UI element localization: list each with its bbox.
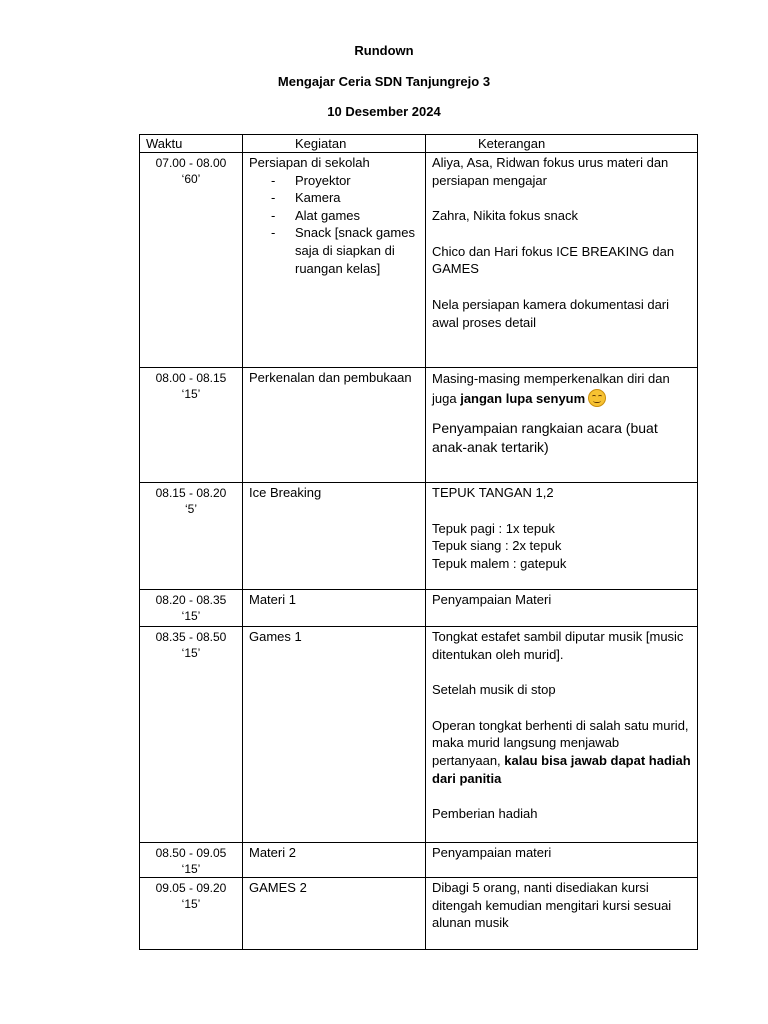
table-header-row xyxy=(140,135,698,153)
time-range: 08.00 - 08.15 xyxy=(155,371,227,385)
note-cell xyxy=(426,627,698,843)
activity-cell xyxy=(243,153,426,368)
time-cell xyxy=(140,368,243,483)
note-paragraph: Penyampaian rangkaian acara (buat anak-anak tertarik) xyxy=(432,420,658,455)
time-range: 07.00 - 08.00 xyxy=(155,156,227,170)
duration: ‘15’ xyxy=(181,609,201,623)
activity-title: Materi 1 xyxy=(249,592,296,607)
note-paragraph xyxy=(432,369,691,409)
note-paragraph: Setelah musik di stop xyxy=(432,682,556,698)
duration: ‘60’ xyxy=(181,172,201,186)
note-emphasis: jangan lupa senyum xyxy=(460,391,586,406)
time-range: 09.05 - 09.20 xyxy=(155,881,227,895)
time-range: 08.15 - 08.20 xyxy=(155,486,227,500)
table-row xyxy=(140,878,698,950)
duration: ‘15’ xyxy=(181,387,201,401)
column-header-kegiatan: Kegiatan xyxy=(243,135,426,153)
note-paragraph: Zahra, Nikita fokus snack xyxy=(432,208,578,224)
note-line: Tepuk malem : gatepuk xyxy=(432,555,567,571)
table-row xyxy=(140,153,698,368)
note-line: Tepuk siang : 2x tepuk xyxy=(432,538,562,554)
note-text: Operan tongkat berhenti di salah satu murid, maka murid langsung menjawab pertanyaan, xyxy=(432,717,689,768)
activity-cell xyxy=(243,590,426,627)
time-cell xyxy=(140,843,243,878)
list-item: - Alat games xyxy=(271,207,419,225)
note-paragraph: Penyampaian Materi xyxy=(432,592,552,607)
note-text: Masing-masing memperkenalkan diri dan juga xyxy=(432,371,670,406)
note-cell xyxy=(426,153,698,368)
note-paragraph: Nela persiapan kamera dokumentasi dari awal proses detail xyxy=(432,296,670,330)
time-cell xyxy=(140,153,243,368)
time-range: 08.50 - 09.05 xyxy=(155,846,227,860)
note-cell xyxy=(426,590,698,627)
event-date: 10 Desember 2024 xyxy=(327,104,441,119)
activity-cell xyxy=(243,843,426,878)
table-row xyxy=(140,483,698,590)
duration: ‘15’ xyxy=(181,897,201,911)
activity-cell xyxy=(243,627,426,843)
note-paragraph: Penyampaian materi xyxy=(432,845,552,860)
note-paragraph xyxy=(432,717,691,787)
activity-title: Materi 2 xyxy=(249,845,296,860)
activity-title: Perkenalan dan pembukaan xyxy=(249,370,412,385)
note-paragraph: Tongkat estafet sambil diputar musik [music ditentukan oleh murid]. xyxy=(432,629,684,662)
time-range: 08.35 - 08.50 xyxy=(155,630,227,644)
duration: ‘5’ xyxy=(184,502,197,516)
note-paragraph: TEPUK TANGAN 1,2 xyxy=(432,485,554,500)
note-emphasis: kalau bisa jawab dapat hadiah dari panitia xyxy=(432,752,691,786)
note-line: Tepuk pagi : 1x tepuk xyxy=(432,520,555,536)
preparation-list xyxy=(249,172,419,278)
note-paragraph: Chico dan Hari fokus ICE BREAKING dan GAMES xyxy=(432,243,675,277)
note-paragraph: Aliya, Asa, Ridwan fokus urus materi dan persiapan mengajar xyxy=(432,155,669,188)
time-cell xyxy=(140,878,243,950)
duration: ‘15’ xyxy=(181,862,201,876)
time-cell xyxy=(140,627,243,843)
note-cell xyxy=(426,368,698,483)
list-item: - Proyektor xyxy=(271,172,419,190)
smiling-face-icon xyxy=(588,389,606,407)
column-header-waktu: Waktu xyxy=(140,135,243,153)
rundown-table xyxy=(139,134,698,950)
activity-cell xyxy=(243,878,426,950)
table-row xyxy=(140,627,698,843)
time-cell xyxy=(140,483,243,590)
list-item: - Kamera xyxy=(271,189,419,207)
activity-cell xyxy=(243,368,426,483)
time-range: 08.20 - 08.35 xyxy=(155,593,227,607)
note-paragraph: Dibagi 5 orang, nanti disediakan kursi ditengah kemudian mengitari kursi sesuai alunan musik xyxy=(432,880,672,931)
table-row xyxy=(140,368,698,483)
document-title: Rundown xyxy=(354,43,414,58)
activity-title: Persiapan di sekolah xyxy=(249,155,370,170)
event-name: Mengajar Ceria SDN Tanjungrejo 3 xyxy=(277,74,491,89)
activity-title: Games 1 xyxy=(249,629,302,644)
note-cell xyxy=(426,878,698,950)
duration: ‘15’ xyxy=(181,646,201,660)
time-cell xyxy=(140,590,243,627)
table-row xyxy=(140,843,698,878)
note-cell xyxy=(426,483,698,590)
list-item: - Snack [snack games saja di siapkan di ruangan kelas] xyxy=(271,224,419,277)
activity-title: Ice Breaking xyxy=(249,485,322,500)
column-header-keterangan: Keterangan xyxy=(426,135,698,153)
table-row xyxy=(140,590,698,627)
note-cell xyxy=(426,843,698,878)
activity-cell xyxy=(243,483,426,590)
activity-title: GAMES 2 xyxy=(249,880,307,895)
note-paragraph: Pemberian hadiah xyxy=(432,806,538,822)
